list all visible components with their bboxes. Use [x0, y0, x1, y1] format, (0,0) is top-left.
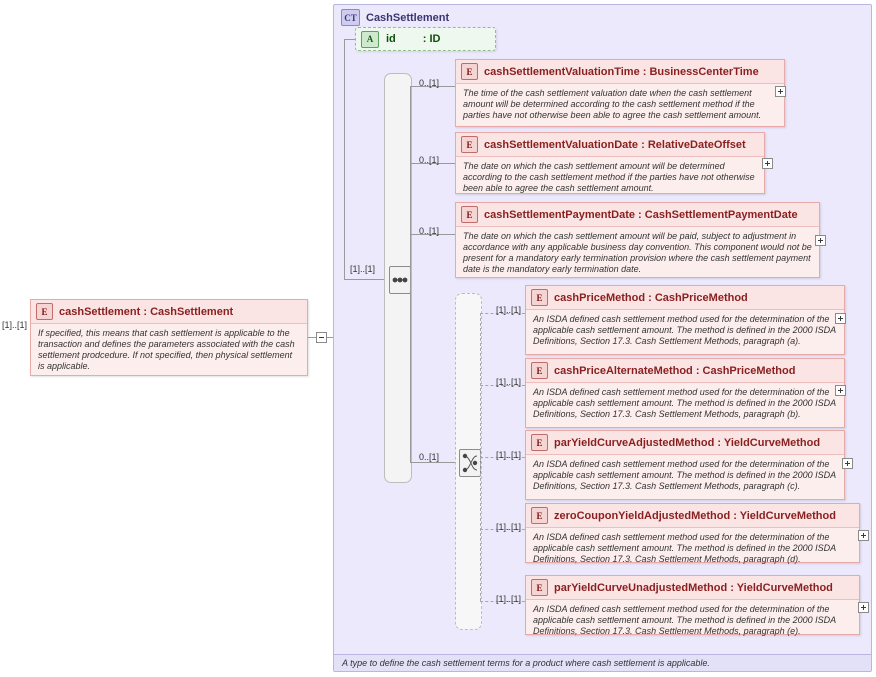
seq-child-1-header: [456, 60, 784, 84]
choice-child-4-title: zeroCouponYieldAdjustedMethod : YieldCurveMethod: [554, 509, 836, 522]
element-badge-icon: E: [36, 303, 53, 320]
choice-child-2-cardinality: [1]..[1]: [496, 377, 522, 387]
seq-child-3-cardinality: 0..[1]: [419, 226, 440, 236]
choice-child-5-cardinality: [1]..[1]: [496, 594, 522, 604]
sequence-compositor-glyph: [390, 267, 410, 293]
choice-compositor-glyph: [460, 450, 480, 476]
root-element-cardinality: [1]..[1]: [2, 320, 28, 330]
root-element-title: cashSettlement : CashSettlement: [59, 305, 234, 318]
expand-seq-child-3[interactable]: [815, 235, 826, 246]
expand-choice-child-2[interactable]: [835, 385, 846, 396]
choice-child-2-box[interactable]: [525, 358, 845, 428]
element-badge-icon: E: [531, 289, 548, 306]
seq-child-1-box[interactable]: [455, 59, 785, 127]
connector-seq-to-choice: [410, 462, 455, 463]
element-badge-icon: E: [461, 63, 478, 80]
choice-child-5-header: [526, 576, 859, 600]
choice-cardinality-label: 0..[1]: [419, 452, 440, 462]
choice-child-3-title: parYieldCurveAdjustedMethod : YieldCurveMethod: [554, 436, 821, 449]
seq-child-3-doc: The date on which the cash settlement amount will be paid, subject to adjustment in accordance with any applicable business day convention. This component would not be present for a mandatory early termination provision where the cash settlement payment date is the mandatory early termination date.: [463, 231, 812, 274]
choice-child-5-box[interactable]: [525, 575, 860, 635]
choice-child-3-cardinality: [1]..[1]: [496, 450, 522, 460]
seq-child-1-title: cashSettlementValuationTime : BusinessCenterTime: [484, 65, 759, 78]
choice-child-1-cardinality: [1]..[1]: [496, 305, 522, 315]
seq-child-2-title: cashSettlementValuationDate : RelativeDateOffset: [484, 138, 746, 151]
connector-ct-to-attribute: [344, 39, 355, 40]
element-badge-icon: E: [531, 362, 548, 379]
root-element-box[interactable]: [30, 299, 308, 376]
element-badge-icon: E: [531, 507, 548, 524]
complex-type-badge-icon: CT: [341, 9, 360, 26]
attribute-badge-icon: A: [361, 31, 379, 48]
seq-child-3-box[interactable]: [455, 202, 820, 278]
choice-child-5-title: parYieldCurveUnadjustedMethod : YieldCurveMethod: [554, 581, 833, 594]
choice-compositor-icon[interactable]: [459, 449, 481, 477]
expand-seq-child-1[interactable]: [775, 86, 786, 97]
seq-child-1-cardinality: 0..[1]: [419, 78, 440, 88]
choice-child-2-title: cashPriceAlternateMethod : CashPriceMethod: [554, 364, 796, 377]
choice-child-5-doc: An ISDA defined cash settlement method used for the determination of the applicable cash settlement amount. The method is defined in the 2000 ISDA Definitions, Section 17.3. Cash Settlement Methods, paragraph (e).: [533, 604, 836, 636]
choice-child-1-box[interactable]: [525, 285, 845, 355]
seq-child-2-box[interactable]: [455, 132, 765, 194]
element-badge-icon: E: [531, 579, 548, 596]
root-element-doc: If specified, this means that cash settlement is applicable to the transaction and defines the parameters associated with the cash settlement prodcedure. If not specified, then physical settlement is applicable.: [38, 328, 295, 371]
complex-type-title: CashSettlement: [366, 11, 450, 24]
seq-child-2-doc: The date on which the cash settlement amount will be determined according to the cash settlement method if the parties have not otherwise been able to agree the cash settlement amount.: [463, 161, 755, 193]
choice-child-4-cardinality: [1]..[1]: [496, 522, 522, 532]
connector-root-to-ct: [308, 337, 316, 338]
choice-child-1-title: cashPriceMethod : CashPriceMethod: [554, 291, 748, 304]
expand-seq-child-2[interactable]: [762, 158, 773, 169]
expand-choice-child-3[interactable]: [842, 458, 853, 469]
choice-child-2-header: [526, 359, 844, 383]
choice-child-4-header: [526, 504, 859, 528]
expand-choice-child-1[interactable]: [835, 313, 846, 324]
complex-type-footer-doc: A type to define the cash settlement terms for a product where cash settlement is applicable.: [334, 654, 871, 671]
choice-child-3-header: [526, 431, 844, 455]
sequence-branch-vertical: [410, 86, 411, 463]
choice-child-3-box[interactable]: [525, 430, 845, 500]
choice-child-4-box[interactable]: [525, 503, 860, 563]
sequence-cardinality-label: [1]..[1]: [350, 264, 376, 274]
connector-ct-to-sequence: [344, 279, 388, 280]
element-badge-icon: E: [461, 136, 478, 153]
complex-type-header: [334, 5, 871, 29]
seq-child-3-header: [456, 203, 819, 227]
attribute-id-type: : ID: [422, 33, 441, 45]
sequence-compositor-icon[interactable]: [389, 266, 411, 294]
choice-child-2-doc: An ISDA defined cash settlement method used for the determination of the applicable cash settlement amount. The method is defined in the 2000 ISDA Definitions, Section 17.3. Cash Settlement Methods, paragraph (b).: [533, 387, 836, 419]
element-badge-icon: E: [461, 206, 478, 223]
expand-choice-child-4[interactable]: [858, 530, 869, 541]
attribute-id-box[interactable]: [355, 27, 496, 51]
choice-child-4-doc: An ISDA defined cash settlement method used for the determination of the applicable cash settlement amount. The method is defined in the 2000 ISDA Definitions, Section 17.3. Cash Settlement Methods, paragraph (d).: [533, 532, 836, 564]
root-element-header: [31, 300, 307, 324]
collapse-root-toggle[interactable]: [316, 332, 327, 343]
seq-child-2-header: [456, 133, 764, 157]
seq-child-3-title: cashSettlementPaymentDate : CashSettlementPaymentDate: [484, 208, 798, 221]
attribute-id-name: id: [386, 33, 396, 45]
seq-child-1-doc: The time of the cash settlement valuation date when the cash settlement amount will be determined according to the cash settlement method if the parties have not otherwise been able to agree the cash settlement amount.: [463, 88, 762, 120]
choice-child-1-doc: An ISDA defined cash settlement method used for the determination of the applicable cash settlement amount. The method is defined in the 2000 ISDA Definitions, Section 17.3. Cash Settlement Methods, paragraph (a).: [533, 314, 836, 346]
ct-trunk-vertical: [344, 39, 345, 279]
choice-child-3-doc: An ISDA defined cash settlement method used for the determination of the applicable cash settlement amount. The method is defined in the 2000 ISDA Definitions, Section 17.3. Cash Settlement Methods, paragraph (c).: [533, 459, 836, 491]
element-badge-icon: E: [531, 434, 548, 451]
seq-child-2-cardinality: 0..[1]: [419, 155, 440, 165]
choice-child-1-header: [526, 286, 844, 310]
expand-choice-child-5[interactable]: [858, 602, 869, 613]
